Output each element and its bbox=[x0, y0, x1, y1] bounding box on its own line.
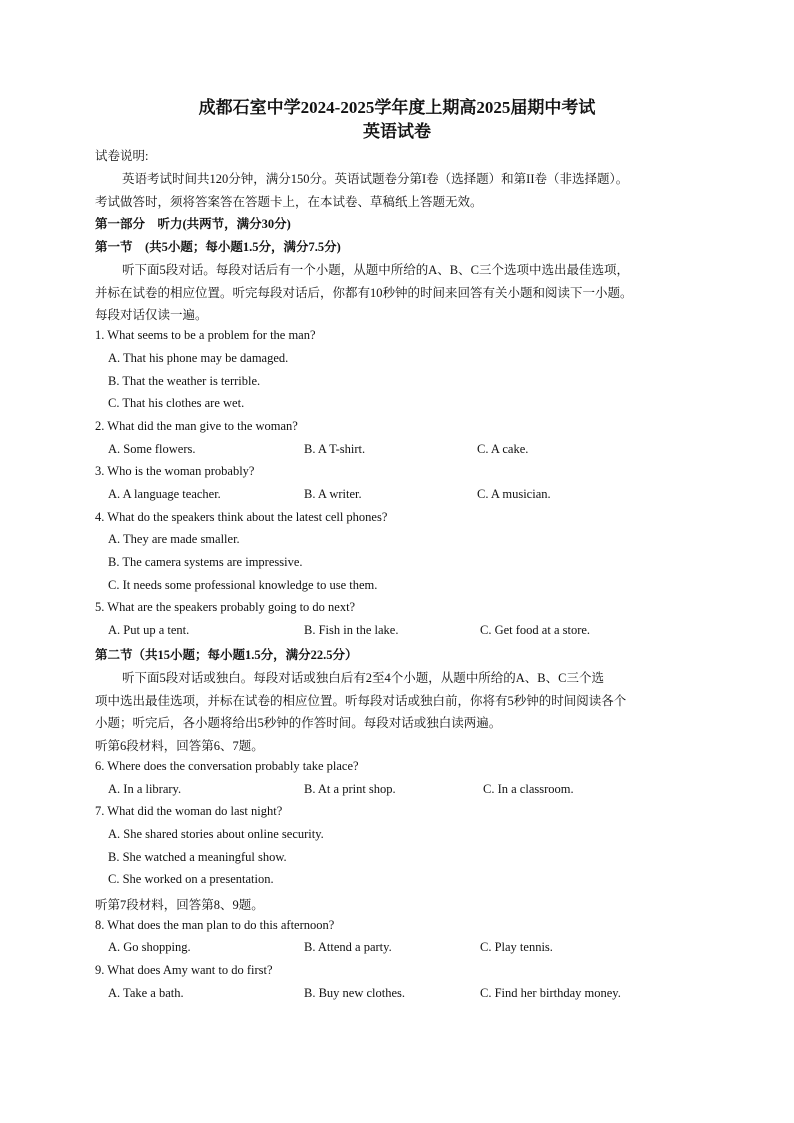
section2-instruction-1: 听下面5段对话或独白。每段对话或独白后有2至4个小题，从题中所给的A、B、C三个选 bbox=[122, 671, 604, 685]
question-3-option-c: C. A musician. bbox=[477, 487, 551, 501]
question-1-stem: 1. What seems to be a problem for the man? bbox=[95, 328, 316, 342]
section1-heading: 第一节 (共5小题；每小题1.5分，满分7.5分) bbox=[95, 240, 341, 254]
question-5-option-a: A. Put up a tent. bbox=[108, 623, 190, 637]
question-7-option-b: B. She watched a meaningful show. bbox=[108, 850, 287, 864]
material-7-label: 听第7段材料，回答第8、9题。 bbox=[95, 898, 264, 912]
question-4-option-b: B. The camera systems are impressive. bbox=[108, 555, 303, 569]
question-1-option-c: C. That his clothes are wet. bbox=[108, 396, 245, 410]
part1-heading: 第一部分 听力(共两节，满分30分) bbox=[95, 217, 291, 231]
question-2-option-c: C. A cake. bbox=[477, 442, 529, 456]
section1-instruction-3: 每段对话仅读一遍。 bbox=[95, 308, 208, 322]
exam-subtitle: 英语试卷 bbox=[363, 122, 431, 141]
question-5-stem: 5. What are the speakers probably going to do next? bbox=[95, 600, 356, 614]
question-8-option-a: A. Go shopping. bbox=[108, 940, 191, 954]
section2-instruction-3: 小题；听完后，各小题将给出5秒钟的作答时间。每段对话或独白读两遍。 bbox=[95, 716, 502, 730]
notes-label: 试卷说明: bbox=[95, 149, 149, 163]
question-7-stem: 7. What did the woman do last night? bbox=[95, 804, 283, 818]
question-1-option-b: B. That the weather is terrible. bbox=[108, 374, 261, 388]
notes-line-2: 考试做答时，须将答案答在答题卡上，在本试卷、草稿纸上答题无效。 bbox=[95, 195, 483, 209]
question-7-option-a: A. She shared stories about online security. bbox=[108, 827, 324, 841]
question-6-option-b: B. At a print shop. bbox=[304, 782, 396, 796]
question-8-stem: 8. What does the man plan to do this afternoon? bbox=[95, 918, 335, 932]
question-1-option-a: A. That his phone may be damaged. bbox=[108, 351, 289, 365]
question-3-stem: 3. Who is the woman probably? bbox=[95, 464, 255, 478]
question-8-option-c: C. Play tennis. bbox=[480, 940, 553, 954]
question-3-option-a: A. A language teacher. bbox=[108, 487, 221, 501]
question-9-option-a: A. Take a bath. bbox=[108, 986, 184, 1000]
question-2-stem: 2. What did the man give to the woman? bbox=[95, 419, 298, 433]
question-9-stem: 9. What does Amy want to do first? bbox=[95, 963, 273, 977]
exam-title: 成都石室中学2024-2025学年度上期高2025届期中考试 bbox=[198, 98, 596, 117]
material-6-label: 听第6段材料，回答第6、7题。 bbox=[95, 739, 264, 753]
section1-instruction-1: 听下面5段对话。每段对话后有一个小题，从题中所给的A、B、C三个选项中选出最佳选项， bbox=[122, 263, 629, 277]
notes-line-1: 英语考试时间共120分钟，满分150分。英语试题卷分第I卷（选择题）和第II卷（非选择题）。 bbox=[122, 172, 629, 186]
question-7-option-c: C. She worked on a presentation. bbox=[108, 872, 274, 886]
question-4-option-c: C. It needs some professional knowledge to use them. bbox=[108, 578, 378, 592]
question-6-option-c: C. In a classroom. bbox=[483, 782, 574, 796]
question-6-option-a: A. In a library. bbox=[108, 782, 182, 796]
question-4-stem: 4. What do the speakers think about the latest cell phones? bbox=[95, 510, 388, 524]
question-9-option-b: B. Buy new clothes. bbox=[304, 986, 406, 1000]
question-5-option-c: C. Get food at a store. bbox=[480, 623, 591, 637]
question-2-option-b: B. A T-shirt. bbox=[304, 442, 366, 456]
section2-instruction-2: 项中选出最佳选项，并标在试卷的相应位置。听每段对话或独白前，你将有5秒钟的时间阅读各个 bbox=[95, 694, 627, 708]
question-2-option-a: A. Some flowers. bbox=[108, 442, 196, 456]
question-6-stem: 6. Where does the conversation probably take place? bbox=[95, 759, 359, 773]
question-4-option-a: A. They are made smaller. bbox=[108, 532, 240, 546]
question-5-option-b: B. Fish in the lake. bbox=[304, 623, 399, 637]
question-8-option-b: B. Attend a party. bbox=[304, 940, 392, 954]
question-9-option-c: C. Find her birthday money. bbox=[480, 986, 621, 1000]
question-3-option-b: B. A writer. bbox=[304, 487, 362, 501]
section1-instruction-2: 并标在试卷的相应位置。听完每段对话后，你都有10秒钟的时间来回答有关小题和阅读下一小题。 bbox=[95, 286, 633, 300]
section2-heading: 第二节（共15小题；每小题1.5分，满分22.5分） bbox=[95, 648, 358, 662]
